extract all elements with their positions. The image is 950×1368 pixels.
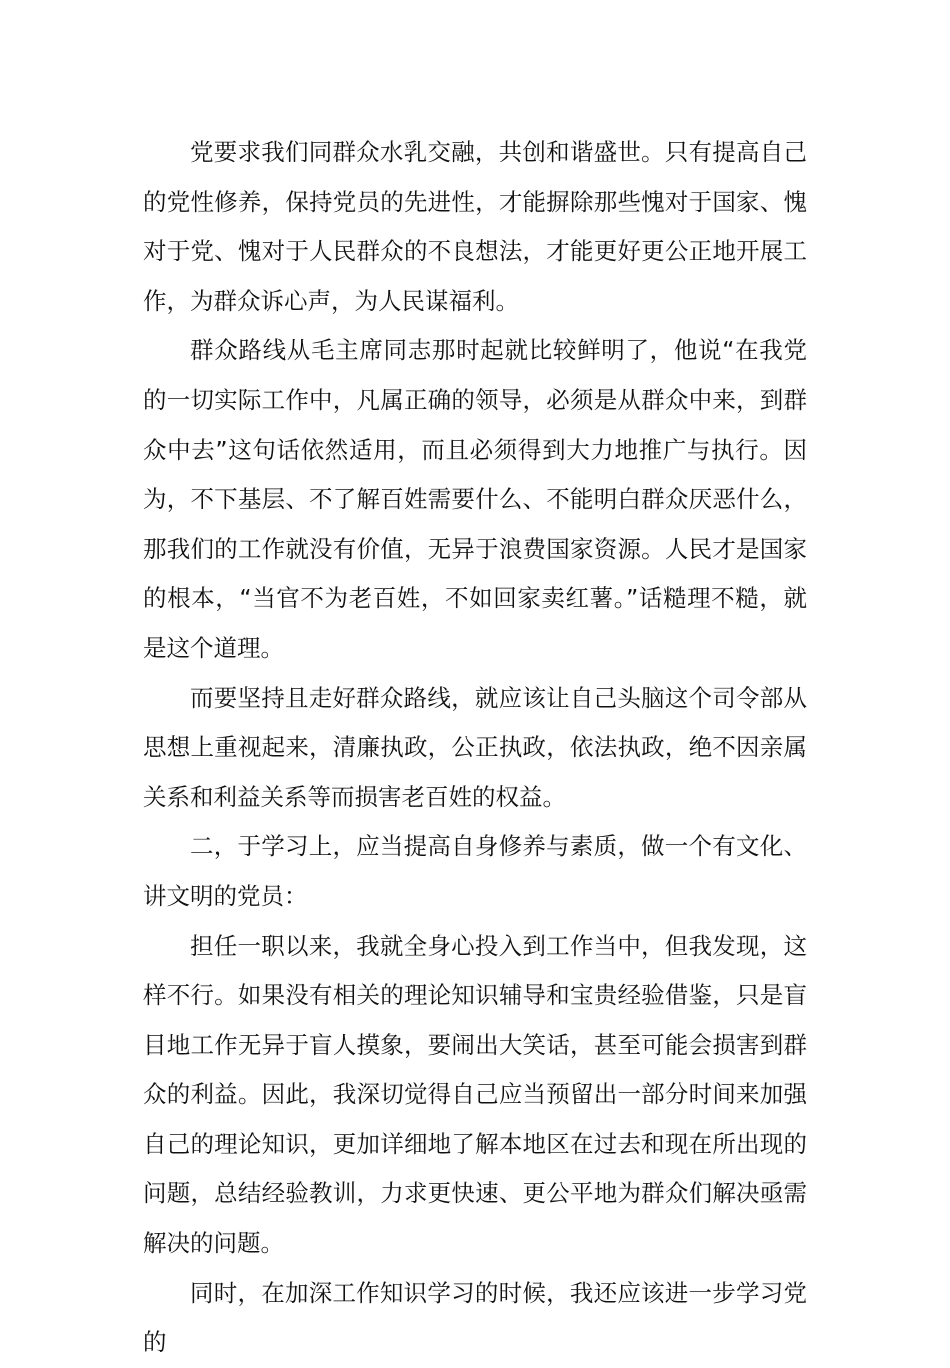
paragraph-1: 党要求我们同群众水乳交融，共创和谐盛世。只有提高自己的党性修养，保持党员的先进性，才能摒除那些愧对于国家、愧对于党、愧对于人民群众的不良想法，才能更好更公正地开展工作，为群众诉心声，为人民谋福利。: [143, 138, 807, 315]
paragraph-4-section-heading: 二，于学习上，应当提高自身修养与素质，做一个有文化、讲文明的党员：: [143, 832, 807, 910]
paragraph-5: 担任一职以来，我就全身心投入到工作当中，但我发现，这样不行。如果没有相关的理论知识辅导和宝贵经验借鉴，只是盲目地工作无异于盲人摸象，要闹出大笑话，甚至可能会损害到群众的利益。因此，我深切觉得自己应当预留出一部分时间来加强自己的理论知识，更加详细地了解本地区在过去和现在所出现的问题，总结经验教训，力求更快速、更公平地为群众们解决亟需解决的问题。: [143, 931, 807, 1258]
paragraph-6: 同时，在加深工作知识学习的时候，我还应该进一步学习党的: [143, 1278, 807, 1357]
document-body: [143, 128, 807, 1368]
paragraph-2: 群众路线从毛主席同志那时起就比较鲜明了，他说“在我党的一切实际工作中，凡属正确的领导，必须是从群众中来，到群众中去”这句话依然适用，而且必须得到大力地推广与执行。因为，不下基层、不了解百姓需要什么、不能明白群众厌恶什么，那我们的工作就没有价值，无异于浪费国家资源。人民才是国家的根本，“当官不为老百姓，不如回家卖红薯。”话糙理不糙，就是这个道理。: [143, 336, 807, 662]
paragraph-3: 而要坚持且走好群众路线，就应该让自己头脑这个司令部从思想上重视起来，清廉执政，公正执政，依法执政，绝不因亲属关系和利益关系等而损害老百姓的权益。: [143, 683, 807, 811]
